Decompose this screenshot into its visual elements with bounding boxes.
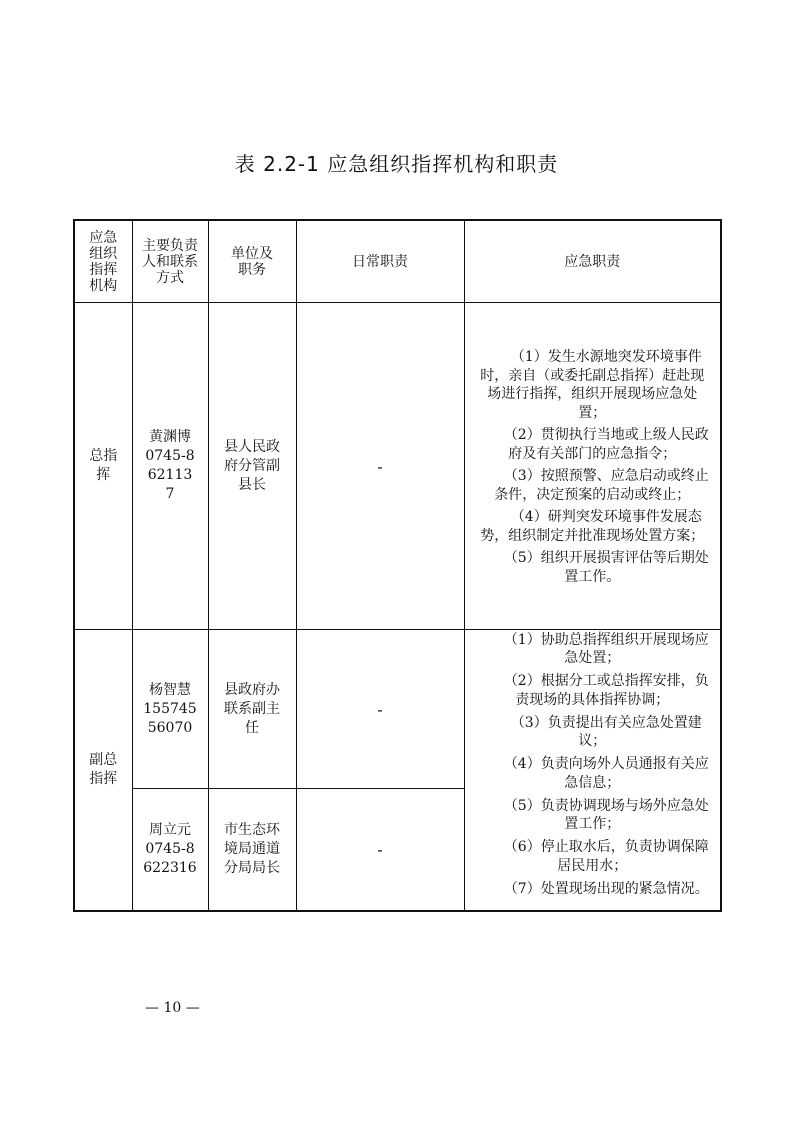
person-phone: 0745-8621137 (145, 448, 195, 502)
duty-item: （7）处置现场出现的紧急情况。 (503, 880, 709, 897)
duty-item: （3）按照预警、应急启动或终止条件，决定预案的启动或终止； (494, 468, 709, 503)
person-phone: 0745-8622316 (143, 840, 197, 876)
role-cell: 总指挥 (74, 303, 132, 630)
person-phone: 15574556070 (143, 700, 197, 736)
contact-cell (132, 789, 208, 911)
emergency-duty-cell (464, 630, 721, 911)
daily-duty-cell: - (296, 303, 464, 630)
duty-item: （4）负责向场外人员通报有关应急信息； (503, 756, 709, 791)
header-org: 应急组织指挥机构 (74, 220, 132, 303)
header-emergency: 应急职责 (464, 220, 721, 303)
duty-item: （2）根据分工或总指挥安排，负责现场的具体指挥协调； (503, 673, 709, 708)
duty-item: （5）组织开展损害评估等后期处置工作。 (503, 550, 709, 585)
table-title: 表 2.2-1 应急组织指挥机构和职责 (234, 152, 559, 176)
header-daily: 日常职责 (296, 220, 464, 303)
duty-item: （1）发生水源地突发环境事件时，亲自（或委托副总指挥）赶赴现场进行指挥，组织开展现场应急处置； (480, 349, 705, 421)
person-name: 黄渊博 (149, 429, 191, 445)
emergency-duty-cell (464, 303, 721, 630)
daily-duty-cell: - (296, 630, 464, 789)
position-cell: 县人民政府分管副县长 (208, 303, 296, 630)
emergency-duty-list (465, 336, 721, 596)
duty-item: （5）负责协调现场与场外应急处置工作； (503, 797, 709, 833)
page-number: — 10 — (145, 1000, 200, 1016)
duty-item: （4）研判突发环境事件发展态势，组织制定并批准现场处置方案； (480, 509, 705, 544)
duty-item: （2）贯彻执行当地或上级人民政府及有关部门的应急指令； (503, 427, 709, 462)
duty-item: （1）协助总指挥组织开展现场应急处置； (503, 631, 709, 667)
contact-cell (132, 630, 208, 789)
role-cell: 副总指挥 (74, 630, 132, 911)
duty-item: （3）负责提出有关应急处置建议； (510, 714, 702, 750)
header-person: 主要负责人和联系方式 (132, 220, 208, 303)
table-row-commander (74, 303, 721, 630)
table-row-deputy-1 (74, 630, 721, 789)
person-name: 周立元 (149, 821, 191, 838)
position-cell: 市生态环境局通道分局局长 (208, 789, 296, 911)
header-unit: 单位及职务 (208, 220, 296, 303)
daily-duty-cell: - (296, 789, 464, 911)
position-cell: 县政府办联系副主任 (208, 630, 296, 789)
person-name: 杨智慧 (149, 681, 191, 698)
emergency-duty-list (465, 631, 721, 909)
table-header-row (74, 220, 721, 303)
duty-item: （6）停止取水后，负责协调保障居民用水； (503, 839, 709, 874)
contact-cell (132, 303, 208, 630)
org-duty-table (73, 219, 722, 912)
